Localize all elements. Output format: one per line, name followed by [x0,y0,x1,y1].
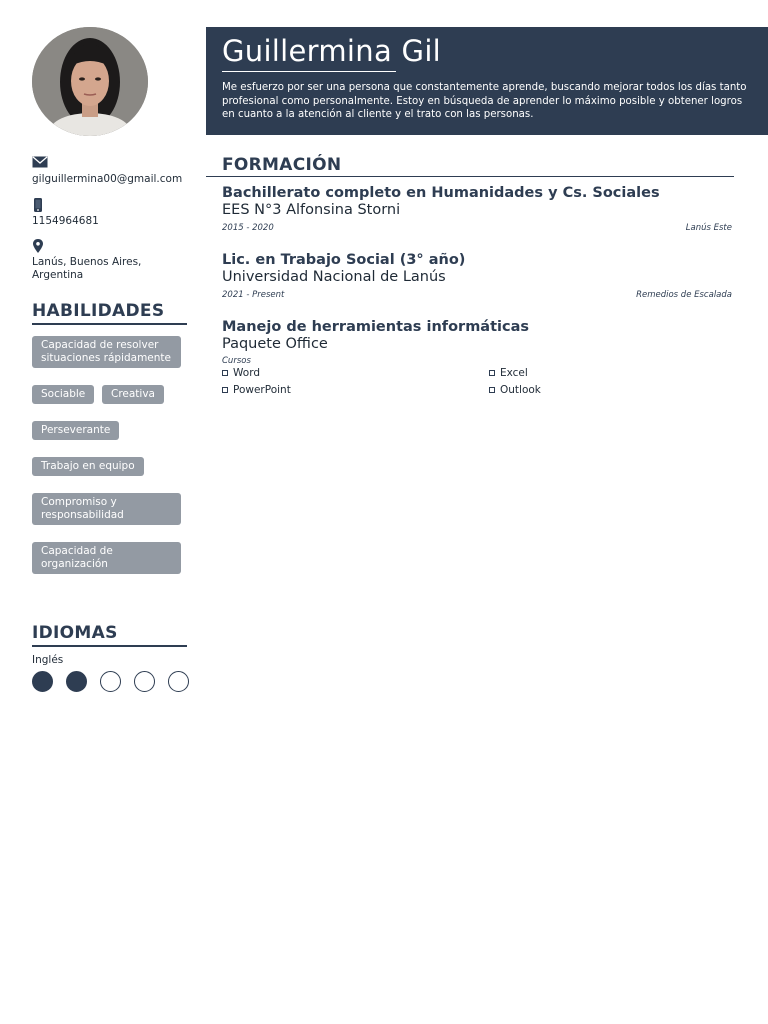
skill-chip: Perseverante [32,421,119,440]
location-line-2: Argentina [32,269,84,281]
courses-list [222,367,732,396]
language-name: Inglés [32,654,64,666]
education-entry [222,319,732,396]
email-text: gilguillermina00@gmail.com [32,173,183,185]
header-band [206,27,768,135]
education-entry [222,185,732,233]
entry-title: Bachillerato completo en Humanidades y Cs. Sociales [222,185,660,201]
course-name: Word [233,367,260,379]
profile-summary: Me esfuerzo por ser una persona que constantemente aprende, buscando mejorar todos los días tanto profesional como personalmente. Estoy en búsqueda de aprender lo máximo posible y obtener logros en cuanto a la atención al cliente y el trato con las personas. [222,82,747,120]
skill-chip: Trabajo en equipo [32,457,144,476]
contact-location [32,239,192,282]
candidate-name: Guillermina Gil [222,34,442,68]
course-item [222,367,489,379]
level-dot-empty [134,671,155,692]
contact-email [32,156,192,186]
square-bullet-icon [489,370,495,376]
entry-title: Manejo de herramientas informáticas [222,319,530,335]
profile-photo-illustration [32,27,148,136]
skill-chip: Creativa [102,385,164,404]
courses-label: Cursos [222,356,251,366]
skill-chip: Compromiso y responsabilidad [32,493,181,525]
level-dot-filled [32,671,53,692]
entry-location: Remedios de Escalada [636,290,732,300]
skills-heading: HABILIDADES [32,301,187,325]
course-name: Excel [500,367,528,379]
skill-chip: Capacidad de organización [32,542,181,574]
square-bullet-icon [222,370,228,376]
level-dot-empty [168,671,189,692]
language-level-rating [32,671,189,692]
entry-location: Lanús Este [685,223,732,233]
education-entry [222,252,732,300]
education-heading: FORMACIÓN [206,155,734,177]
mobile-phone-icon [32,198,192,212]
skill-chip: Sociable [32,385,94,404]
entry-dates: 2015 - 2020 [222,223,274,233]
languages-heading: IDIOMAS [32,623,187,647]
course-item [489,384,732,396]
square-bullet-icon [489,387,495,393]
level-dot-empty [100,671,121,692]
contact-phone [32,198,192,228]
course-item [222,384,489,396]
map-pin-icon [32,239,192,253]
course-item [489,367,732,379]
entry-institution: Paquete Office [222,336,328,352]
phone-text: 1154964681 [32,215,99,227]
entry-title: Lic. en Trabajo Social (3° año) [222,252,466,268]
profile-photo [32,27,148,136]
level-dot-filled [66,671,87,692]
envelope-icon [32,156,192,170]
course-name: Outlook [500,384,541,396]
entry-institution: EES N°3 Alfonsina Storni [222,202,401,218]
entry-dates: 2021 - Present [222,290,285,300]
name-underline [222,71,396,72]
entry-institution: Universidad Nacional de Lanús [222,269,446,285]
location-line-1: Lanús, Buenos Aires, [32,256,142,268]
square-bullet-icon [222,387,228,393]
skill-chip: Capacidad de resolver situaciones rápidamente [32,336,181,368]
course-name: PowerPoint [233,384,291,396]
